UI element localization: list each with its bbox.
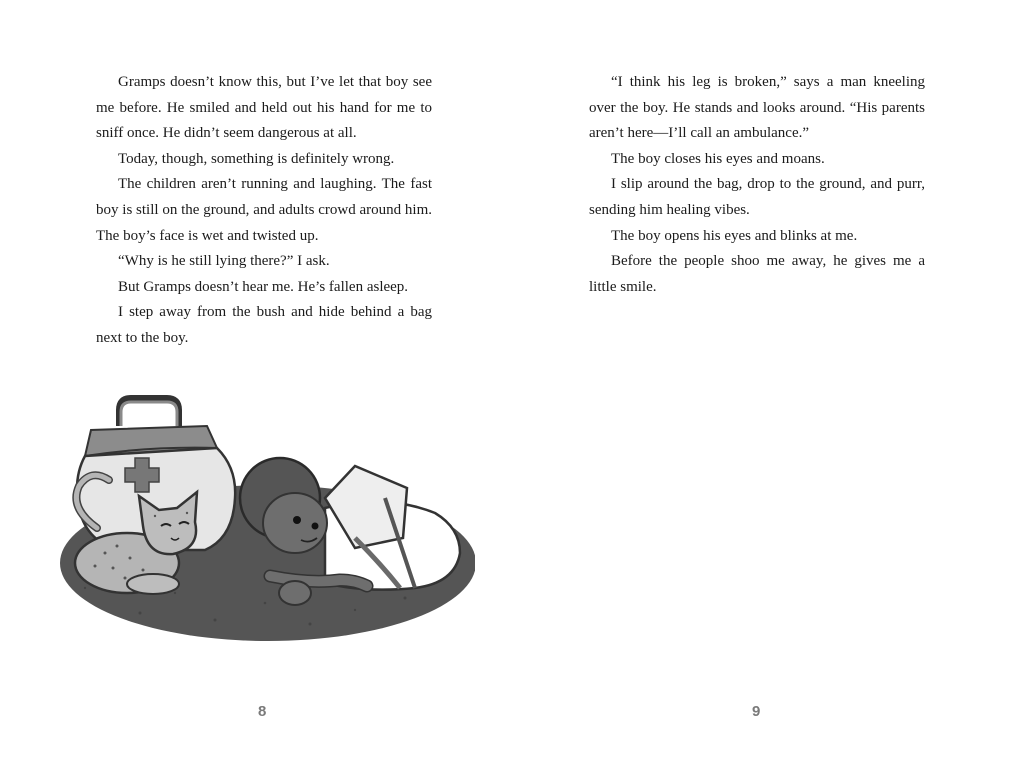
paragraph: Today, though, something is definitely wrong. xyxy=(118,150,395,167)
paragraph: But Gramps doesn’t hear me. He’s fallen asleep. xyxy=(118,278,409,295)
page-number: 9 xyxy=(752,703,761,720)
right-page xyxy=(510,0,1020,773)
boy xyxy=(240,458,460,605)
paragraph: The boy opens his eyes and blinks at me. xyxy=(611,227,858,244)
page-number: 8 xyxy=(258,703,267,720)
paragraph: “I think his leg is broken,” says a man kneeling over the boy. He stands and looks around. “His parents aren’t here—I’ll call an ambulance.” xyxy=(589,74,925,142)
paragraph: “Why is he still lying there?” I ask. xyxy=(118,253,330,270)
paragraph: The boy closes his eyes and moans. xyxy=(611,150,825,167)
paragraph: Before the people shoo me away, he gives me a little smile. xyxy=(589,253,925,295)
paragraph: I step away from the bush and hide behind a bag next to the boy. xyxy=(96,304,432,346)
paragraph: Gramps doesn’t know this, but I’ve let that boy see me before. He smiled and held out his hand for me to sniff once. He didn’t seem dangerous at all. xyxy=(96,74,432,142)
right-page-text xyxy=(589,70,925,300)
paragraph: I slip around the bag, drop to the ground, and purr, sending him healing vibes. xyxy=(589,176,925,218)
paragraph: The children aren’t running and laughing. The fast boy is still on the ground, and adults crowd around him. The boy’s face is wet and twisted up. xyxy=(96,176,432,244)
left-page-text xyxy=(96,70,432,352)
boy-and-cat-illustration xyxy=(55,388,475,643)
